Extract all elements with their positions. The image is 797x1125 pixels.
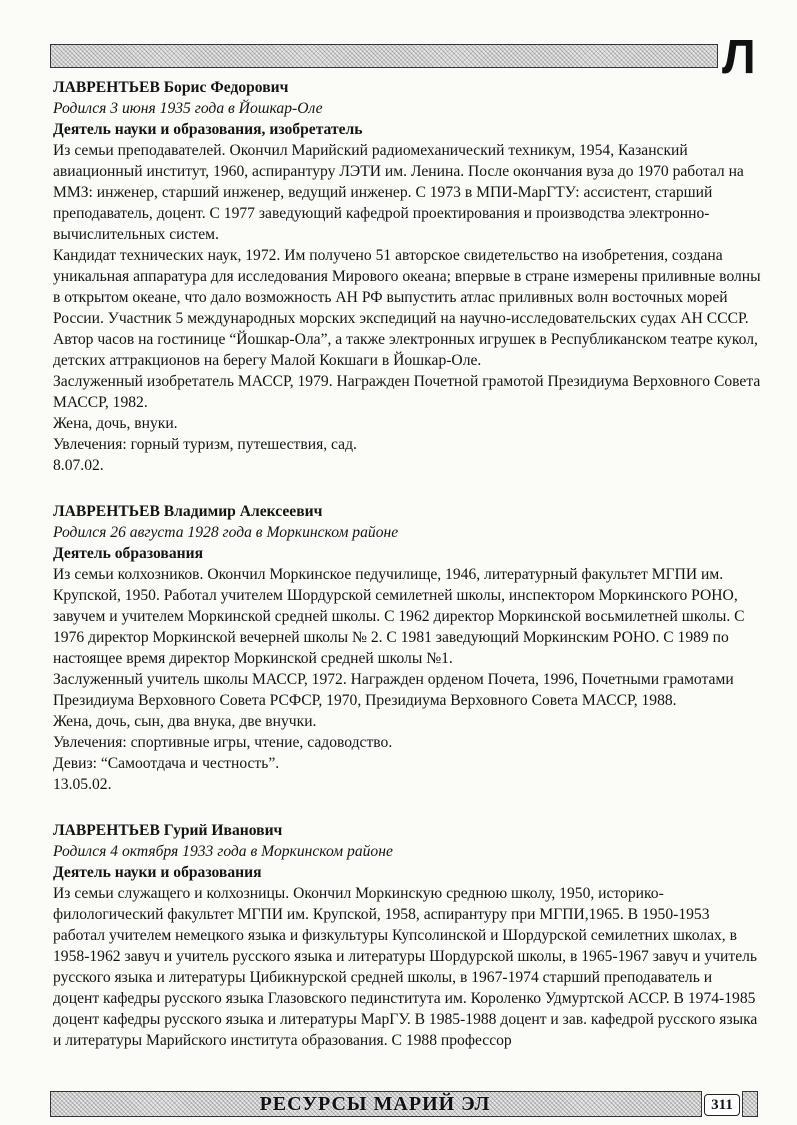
biography-entry (53, 820, 761, 1051)
bio-paragraph: Увлечения: спортивные игры, чтение, садоводство. (53, 734, 393, 751)
person-name: ЛАВРЕНТЬЕВ Борис Федорович (53, 79, 289, 96)
person-name: ЛАВРЕНТЬЕВ Гурий Иванович (53, 822, 283, 839)
header-decorative-band (50, 44, 718, 68)
entry-date: 13.05.02. (53, 776, 112, 793)
page-number: 311 (704, 1094, 740, 1116)
bio-paragraph: Жена, дочь, сын, два внука, две внучки. (53, 713, 317, 730)
bio-paragraph: Заслуженный изобретатель МАССР, 1979. Награжден Почетной грамотой Президиума Верховного Совета МАССР, 1982. (53, 373, 761, 411)
occupation: Деятель науки и образования, изобретатель (53, 121, 363, 138)
biography-entry (53, 77, 761, 476)
birth-info: Родился 3 июня 1935 года в Йошкар-Оле (53, 100, 323, 117)
bio-paragraph: Девиз: “Самоотдача и честность”. (53, 755, 280, 772)
birth-info: Родился 26 августа 1928 года в Моркинском районе (53, 524, 399, 541)
occupation: Деятель образования (53, 545, 204, 562)
bio-paragraph: Из семьи колхозников. Окончил Моркинское педучилище, 1946, литературный факультет МГПИ им. Крупской, 1950. Работал учителем Шордурской семилетней школы, инспектором Моркинского РОНО, завучем и учителем Моркинской средней школы. С 1962 директор Моркинской восьмилетней школы. С 1976 директор Моркинской вечерней школы № 2. С 1981 заведующий Моркинским РОНО. С 1989 по настоящее время директор Моркинской средней школы №1. (53, 566, 745, 667)
entry-date: 8.07.02. (53, 457, 104, 474)
section-letter: Л (722, 31, 756, 84)
bio-paragraph: Из семьи преподавателей. Окончил Марийский радиомеханический техникум, 1954, Казанский авиационный институт, 1960, аспирантуру ЛЭТИ им. Ленина. После окончания вуза до 1970 работал на ММЗ: инженер, старший инженер, ведущий инженер. С 1973 в МПИ-МарГТУ: ассистент, старший преподаватель, доцент. С 1977 заведующий кафедрой проектирования и производства электронно-вычислительных систем. (53, 142, 744, 243)
bio-paragraph: Жена, дочь, внуки. (53, 415, 178, 432)
footer-title: РЕСУРСЫ МАРИЙ ЭЛ (259, 1093, 491, 1115)
article-content (53, 77, 761, 1051)
bio-paragraph: Заслуженный учитель школы МАССР, 1972. Награжден орденом Почета, 1996, Почетными грамотами Президиума Верховного Совета РСФСР, 1970, Президиума Верховного Совета МАССР, 1988. (53, 671, 734, 709)
bio-paragraph: Кандидат технических наук, 1972. Им получено 51 авторское свидетельство на изобретения, создана уникальная аппаратура для исследования Мирового океана; впервые в стране измерены приливные волны в открытом океане, что дало возможность АН РФ выпустить атлас приливных волн восточных морей России. Участник 5 международных морских экспедиций на научно-исследовательских судах АН СССР. Автор часов на гостинице “Йошкар-Ола”, а также электронных игрушек в Республиканском театре кукол, детских аттракционов на берегу Малой Кокшаги в Йошкар-Оле. (53, 247, 761, 369)
bio-paragraph: Увлечения: горный туризм, путешествия, сад. (53, 436, 357, 453)
footer-band-end (742, 1091, 758, 1117)
birth-info: Родился 4 октября 1933 года в Моркинском районе (53, 843, 393, 860)
person-name: ЛАВРЕНТЬЕВ Владимир Алексеевич (53, 503, 323, 520)
biography-entry (53, 501, 761, 795)
occupation: Деятель науки и образования (53, 864, 262, 881)
bio-paragraph: Из семьи служащего и колхозницы. Окончил Моркинскую среднюю школу, 1950, историко-филологический факультет МГПИ им. Крупской, 1958, аспирантуру при МГПИ,1965. В 1950-1953 работал учителем немецкого языка и физкультуры Купсолинской и Шордурской семилетних школах, в 1958-1962 завуч и учитель русского языка и литературы Шордурской школы, в 1965-1967 завуч и учитель русского языка и литературы Цибикнурской средней школы, в 1967-1974 старший преподаватель и доцент кафедры русского языка Глазовского пединститута им. Короленко Удмуртской АССР. В 1974-1985 доцент кафедры русского языка и литературы МарГУ. В 1985-1988 доцент и зав. кафедрой русского языка и литературы Марийского института образования. С 1988 профессор (53, 885, 758, 1049)
